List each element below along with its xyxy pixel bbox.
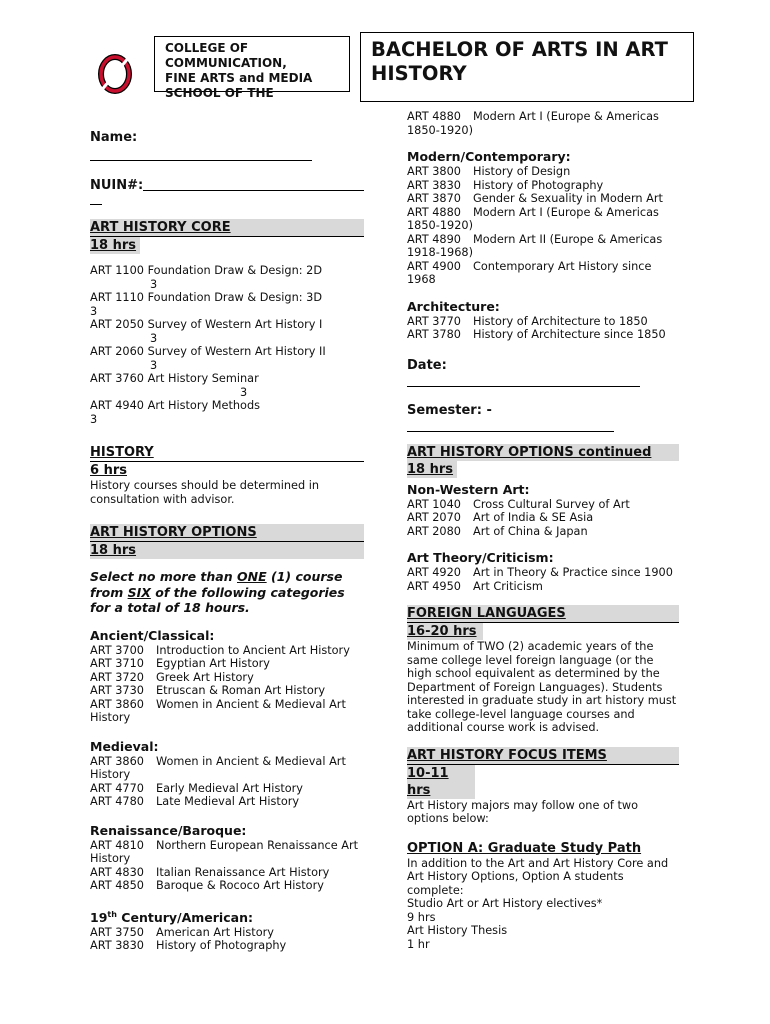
course-row [407, 511, 679, 525]
course-row [90, 795, 364, 809]
course-code: ART 3860 [90, 754, 144, 768]
course-name: Art of China & Japan [473, 524, 588, 538]
right-column [407, 110, 679, 951]
continued-title: ART HISTORY OPTIONS continued [407, 444, 679, 461]
course-row [90, 657, 364, 671]
course-row [90, 644, 364, 658]
course-row [407, 580, 679, 594]
course-row [407, 165, 679, 179]
course-row [90, 755, 364, 782]
course-row [407, 206, 679, 233]
college-line: FINE ARTS and MEDIA [165, 71, 313, 85]
semester-field[interactable] [407, 419, 614, 432]
century19-course-list [90, 926, 364, 953]
course-code: ART 3780 [407, 328, 461, 341]
medieval-course-list [90, 755, 364, 809]
course-name: Gender & Sexuality in Modern Art [473, 192, 663, 205]
ancient-course-list [90, 644, 364, 725]
core-course: ART 2050 Survey of Western Art History I [90, 318, 323, 331]
course-name: Art of India & SE Asia [473, 511, 594, 524]
university-logo-icon [96, 52, 134, 94]
college-name-box [154, 36, 350, 100]
ancient-title: Ancient/Classical: [90, 627, 215, 643]
college-line: COLLEGE OF [165, 41, 249, 55]
course-code: ART 3750 [90, 925, 144, 939]
core-course-hours: 3 [240, 385, 248, 399]
course-code: ART 3870 [407, 192, 461, 205]
theory-title: Art Theory/Criticism: [407, 550, 554, 565]
course-row [90, 684, 364, 698]
left-column [90, 128, 364, 953]
course-name: History of Design [473, 165, 571, 178]
medieval-title: Medieval: [90, 738, 159, 754]
options-title: ART HISTORY OPTIONS [90, 524, 364, 542]
nuin-field-continued [90, 194, 102, 205]
focus-hours: 10-11 hrs [407, 765, 475, 799]
core-course-hours: 3 [90, 304, 98, 318]
course-row [90, 839, 364, 866]
course-code: ART 3860 [90, 697, 144, 711]
course-name: Modern Art I (Europe & Americas 1850-1920) [407, 205, 659, 232]
course-row [90, 698, 364, 725]
course-code: ART 2070 [407, 511, 461, 524]
core-course: ART 2060 Survey of Western Art History II [90, 345, 326, 358]
course-code: ART 4900 [407, 259, 461, 273]
course-row [407, 566, 679, 580]
continued-hours: 18 hrs [407, 461, 457, 478]
course-code: ART 3700 [90, 643, 144, 657]
course-code: ART 4880 [407, 205, 461, 219]
name-label: Name: [90, 130, 138, 145]
optionA-title: OPTION A: Graduate Study Path [407, 840, 642, 856]
focus-title: ART HISTORY FOCUS ITEMS [407, 747, 679, 765]
course-name: Late Medieval Art History [156, 795, 300, 808]
nonwestern-title: Non-Western Art: [407, 481, 530, 497]
core-course-hours: 3 [90, 412, 98, 426]
course-name: Women in Ancient & Medieval Art History [90, 754, 346, 781]
core-course-hours: 3 [150, 277, 158, 291]
modern-title: Modern/Contemporary: [407, 149, 571, 164]
course-code: ART 4810 [90, 838, 144, 852]
renaissance-course-list [90, 839, 364, 893]
course-row [407, 233, 679, 260]
course-name: Etruscan & Roman Art History [156, 684, 326, 697]
instruction-text: Select no more than [90, 569, 237, 584]
course-name: Art Criticism [473, 579, 543, 593]
languages-text: Minimum of TWO (2) academic years of the same college level foreign language (or the high school equivalent as determined by the Department of Foreign Languages). Students interested in graduate study in art history must take college-level language courses and additional course work is advised. [407, 640, 677, 734]
century19-number: 19 [90, 909, 108, 925]
options-instruction [90, 569, 364, 616]
course-name: Egyptian Art History [156, 657, 270, 670]
course-code: ART 3730 [90, 684, 144, 697]
optionA-line: Art History Thesis [407, 924, 508, 937]
languages-hours: 16-20 hrs [407, 623, 483, 640]
date-label: Date: [407, 357, 447, 373]
instruction-text: (1) course from [90, 569, 343, 600]
college-line: COMMUNICATION, [165, 56, 287, 70]
course-row [407, 192, 679, 206]
course-code: ART 4920 [407, 566, 461, 579]
instruction-text: of the following categories for a total of 18 hours. [90, 584, 345, 615]
course-name: Contemporary Art History since 1968 [407, 259, 652, 286]
nuin-label: NUIN#: [90, 178, 144, 193]
course-code: ART 2080 [407, 524, 461, 538]
optionA-text: In addition to the Art and Art History Core and Art History Options, Option A students complete: [407, 856, 669, 897]
history-note: History courses should be determined in consultation with advisor. [90, 479, 320, 506]
architecture-title: Architecture: [407, 298, 500, 314]
course-row [407, 328, 679, 342]
course-name: Northern European Renaissance Art History [90, 838, 359, 865]
core-hours: 18 hrs [90, 237, 140, 254]
instruction-one: ONE [237, 569, 267, 584]
course-name: Early Medieval Art History [156, 781, 303, 795]
core-title: ART HISTORY CORE [90, 219, 364, 237]
course-name: History of Architecture since 1850 [473, 328, 666, 341]
course-code: ART 4880 [407, 110, 461, 123]
course-row [90, 879, 364, 893]
theory-course-list [407, 566, 679, 593]
course-code: ART 3710 [90, 657, 144, 670]
course-row [90, 939, 364, 953]
nonwestern-course-list [407, 498, 679, 539]
college-line: SCHOOL OF THE [165, 86, 274, 100]
course-row [90, 926, 364, 940]
options-hours: 18 hrs [90, 542, 364, 559]
instruction-six: SIX [127, 584, 151, 600]
course-name: Cross Cultural Survey of Art [473, 497, 630, 511]
semester-label: Semester: - [407, 402, 492, 418]
optionA-line: 1 hr [407, 937, 430, 951]
course-row [407, 110, 679, 137]
modern-course-list [407, 165, 679, 287]
course-row [407, 525, 679, 539]
course-name: Italian Renaissance Art History [156, 865, 330, 879]
course-code: ART 3720 [90, 670, 144, 684]
architecture-course-list [407, 315, 679, 342]
name-field[interactable] [90, 146, 312, 161]
course-row [90, 782, 364, 796]
course-code: ART 1040 [407, 497, 461, 511]
history-title: HISTORY [90, 444, 364, 462]
core-course-hours: 3 [150, 331, 158, 345]
core-course: ART 4940 Art History Methods [90, 399, 261, 412]
course-row [90, 866, 364, 880]
course-code: ART 4850 [90, 879, 144, 892]
century19-label: Century/American: [116, 909, 253, 925]
course-name: Introduction to Ancient Art History [156, 643, 350, 657]
course-code: ART 4780 [90, 795, 144, 808]
core-course: ART 3760 Art History Seminar [90, 372, 259, 385]
course-code: ART 3770 [407, 314, 461, 328]
renaissance-title: Renaissance/Baroque: [90, 822, 247, 838]
course-row [407, 260, 679, 287]
date-field[interactable] [407, 374, 640, 387]
course-row [407, 179, 679, 193]
course-name: Art in Theory & Practice since 1900 [473, 566, 673, 579]
course-name: Baroque & Rococo Art History [156, 879, 324, 892]
core-course: ART 1110 Foundation Draw & Design: 3D [90, 291, 323, 304]
course-name: Modern Art I (Europe & Americas 1850-1920) [407, 110, 659, 137]
course-name: Modern Art II (Europe & Americas 1918-1968) [407, 232, 663, 259]
course-code: ART 3830 [90, 939, 144, 953]
core-course: ART 1100 Foundation Draw & Design: 2D [90, 264, 323, 277]
course-code: ART 4950 [407, 579, 461, 593]
course-name: History of Photography [473, 178, 604, 192]
course-row [407, 498, 679, 512]
course-name: History of Architecture to 1850 [473, 314, 648, 328]
course-code: ART 3800 [407, 165, 461, 178]
focus-text: Art History majors may follow one of two options below: [407, 798, 639, 825]
core-course-hours: 3 [150, 358, 158, 372]
history-hours: 6 hrs [90, 463, 127, 478]
course-code: ART 4890 [407, 232, 461, 246]
course-name: American Art History [156, 925, 274, 939]
nuin-field[interactable] [143, 177, 364, 191]
course-code: ART 4830 [90, 865, 144, 879]
century19-title [90, 907, 364, 926]
course-name: History of Photography [156, 939, 287, 953]
century19-suffix: th [107, 909, 117, 919]
course-name: Women in Ancient & Medieval Art History [90, 697, 346, 724]
course-code: ART 3830 [407, 178, 461, 192]
optionA-line: 9 hrs [407, 910, 436, 924]
course-code: ART 4770 [90, 781, 144, 795]
core-course-list [90, 264, 364, 426]
optionA-line: Studio Art or Art History electives* [407, 897, 603, 910]
course-name: Greek Art History [156, 670, 254, 684]
languages-title: FOREIGN LANGUAGES [407, 605, 679, 623]
course-row [407, 315, 679, 329]
course-row [90, 671, 364, 685]
degree-title: BACHELOR OF ARTS IN ART HISTORY [360, 32, 694, 102]
